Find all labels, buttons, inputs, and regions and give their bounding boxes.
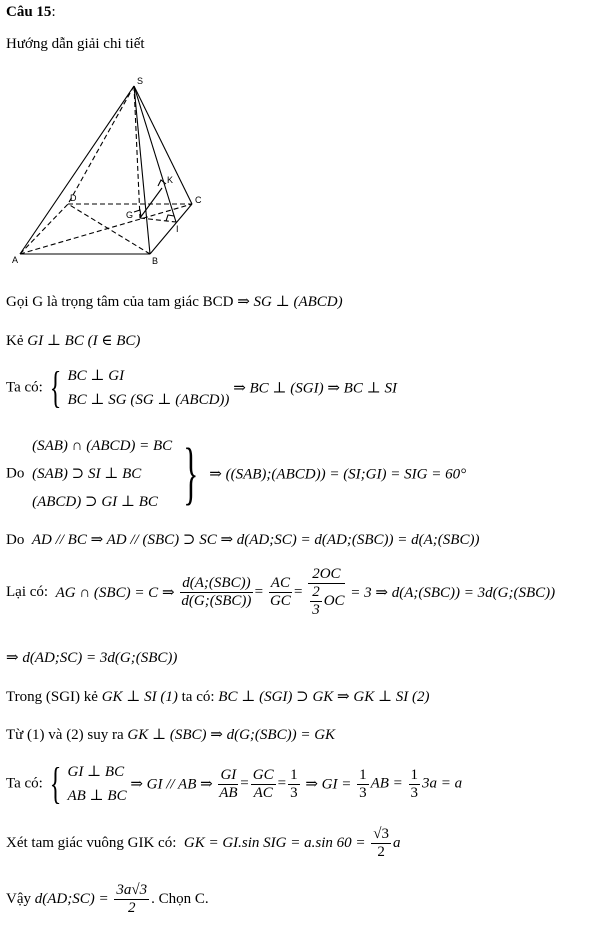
line-gi-length: Ta có: { GI ⊥ BC AB ⊥ BC ⇒ GI // AB ⇒ $\frac{GI}{AB}$ = $\frac{GC}{AC}$ = $\frac{1}{3}$ ⇒ GI = $\frac{1}{3}$ AB = $\frac{1}{3}$ 3a = a [6,759,463,808]
line-final-answer: Vậy d(AD;SC) = $\frac{3a√3}{2}$ . Chọn C. [6,882,209,916]
right-brace: } [183,435,199,512]
edge-sg [134,86,140,218]
line-gk-value: Xét tam giác vuông GIK có: GK = GI.sin SIG = a.sin 60 = $\frac{√3}{2}$ a [6,826,401,860]
question-number: Câu 15: [6,4,56,20]
label-a: A [12,255,19,265]
right-angle-i [166,215,174,221]
brace: { [49,759,61,808]
edge-sa [20,86,134,254]
edge-gi [140,218,176,222]
label-s: S [137,76,144,86]
line-centroid: Gọi G là trọng tâm của tam giác BCD ⇒ SG ⊥ (ABCD) [6,294,343,310]
label-d: D [70,193,77,203]
subtitle: Hướng dẫn giải chi tiết [6,36,145,52]
edge-bd [68,204,150,254]
brace: { [49,363,61,412]
line-draw-gi: Kẻ GI ⊥ BC (I ∈ BC) [6,333,141,349]
label-c: C [195,195,202,205]
line-result-3d: ⇒ d(AD;SC) = 3d(G;(SBC)) [6,650,178,666]
label-k: K [167,175,174,185]
line-gk-distance: Từ (1) và (2) suy ra GK ⊥ (SBC) ⇒ d(G;(SBC)) = GK [6,727,336,743]
label-i: I [176,224,179,234]
edge-sd [68,86,134,204]
line-ratio: Lại có: AG ∩ (SBC) = C ⇒ $\frac{\text{d(A;(SBC))}}{\text{d(G;(SBC))}}$ = $\frac{AC}{GC}$ = 2OC $\frac{2}{3}$ OC = 3 ⇒ d(A;(SBC)) = 3d(G;(SBC)) [6,566,556,618]
fraction-2oc: 2OC $\frac{2}{3}$ OC [308,566,344,619]
line-bc-perp-si: Ta có: { BC ⊥ GI BC ⊥ SG (SG ⊥ (ABCD)) ⇒ BC ⊥ (SGI) ⇒ BC ⊥ SI [6,363,397,412]
line-distance-equiv: Do AD // BC ⇒ AD // (SBC) ⊃ SC ⇒ d(AD;SC) = d(AD;(SBC)) = d(A;(SBC)) [6,532,480,548]
label-b: B [152,256,159,266]
edge-ac [20,204,192,254]
line-angle-60: Do (SAB) ∩ (ABCD) = BC (SAB) ⊃ SI ⊥ BC (ABCD) ⊃ GI ⊥ BC } ⇒ ((SAB);(ABCD)) = (SI;GI) = SIG = 60° [6,435,467,512]
fraction-ac-gc: $\frac{AC}{GC}$ [269,575,291,609]
pyramid-figure [0,70,220,270]
edge-bc [150,204,192,254]
fraction-distance-ratio: $\frac{\text{d(A;(SBC))}}{\text{d(G;(SBC))}}$ [181,575,252,609]
edge-sc [134,86,192,204]
line-gk-perp: Trong (SGI) kẻ GK ⊥ SI (1) ta có: BC ⊥ (SGI) ⊃ GK ⇒ GK ⊥ SI (2) [6,689,430,705]
label-g: G [126,210,134,220]
